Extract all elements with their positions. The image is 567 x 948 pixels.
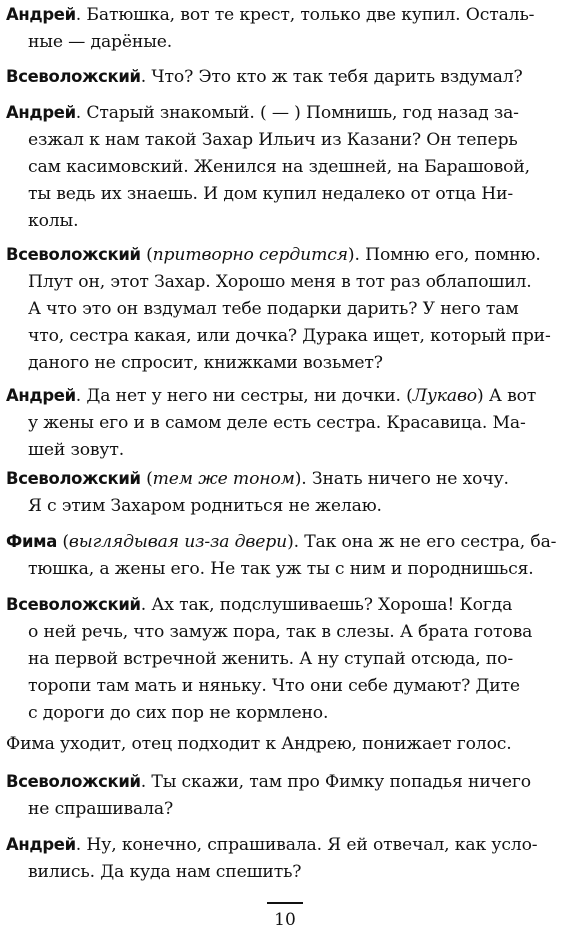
- speaker-name: Всеволожский: [6, 245, 141, 264]
- speaker-name: Всеволожский: [6, 67, 141, 86]
- speaker-name: Андрей: [6, 5, 76, 24]
- speech-text: ). Так она ж не его сестра, ба-: [287, 532, 557, 552]
- line: А что это он вздумал тебе подарки дарить? У него там: [28, 299, 519, 319]
- speaker-name: Всеволожский: [6, 595, 141, 614]
- speech-text: . Что? Это кто ж так тебя дарить вздумал?: [140, 67, 523, 87]
- line: не спрашивала?: [28, 799, 174, 819]
- line: ты ведь их знаешь. И дом купил недалеко от отца Ни-: [28, 184, 514, 204]
- folio-rule: [267, 902, 303, 904]
- speaker-name: Всеволожский: [6, 469, 141, 488]
- speech-text: . Да нет у него ни сестры, ни дочки. (: [75, 386, 413, 406]
- speech-text: ). Знать ничего не хочу.: [294, 469, 509, 489]
- speech-text: . Батюшка, вот те крест, только две купил. Осталь-: [75, 5, 535, 25]
- dialogue-vsevolozhsky-3: [6, 465, 561, 520]
- line: Всеволожский (притворно сердится). Помню его, помню.: [6, 245, 541, 265]
- speech-text: . Ах так, подслушиваешь? Хороша! Когда: [140, 595, 513, 615]
- line: торопи там мать и няньку. Что они себе думают? Дите: [28, 676, 520, 696]
- speaker-name: Андрей: [6, 835, 76, 854]
- line: у жены его и в самом деле есть сестра. Красавица. Ма-: [28, 413, 526, 433]
- dialogue-andrey-3: [6, 382, 561, 464]
- speaker-name: Андрей: [6, 386, 76, 405]
- line: шей зовут.: [28, 440, 125, 460]
- dialogue-fima-1: [6, 528, 561, 583]
- speech-text: ). Помню его, помню.: [347, 245, 541, 265]
- line: [6, 382, 561, 410]
- line: Я с этим Захаром родниться не желаю.: [28, 496, 382, 516]
- book-page: [6, 0, 561, 948]
- line: [6, 63, 561, 91]
- line: [6, 591, 561, 619]
- line: [6, 768, 561, 796]
- dialogue-andrey-1: [6, 1, 561, 56]
- dialogue-vsevolozhsky-2: [6, 241, 561, 377]
- speech-text: . Ты скажи, там про Фимку попадья ничего: [140, 772, 531, 792]
- line: [6, 1, 561, 29]
- line: на первой встречной женить. А ну ступай отсюда, по-: [28, 649, 514, 669]
- stage-direction: Лукаво: [412, 386, 478, 406]
- stage-direction: тем же тоном: [152, 469, 295, 489]
- speaker-name: Всеволожский: [6, 772, 141, 791]
- stage-direction: выглядывая из-за двери: [68, 532, 288, 552]
- line: с дороги до сих пор не кормлено.: [28, 703, 329, 723]
- line: Плут он, этот Захар. Хорошо меня в тот раз облапошил.: [28, 272, 532, 292]
- line: Всеволожский (тем же тоном). Знать ничего не хочу.: [6, 469, 509, 489]
- line: тюшка, а жены его. Не так уж ты с ним и породнишься.: [28, 559, 534, 579]
- speaker-name: Фима: [6, 532, 57, 551]
- dialogue-andrey-4: [6, 831, 561, 886]
- line: что, сестра какая, или дочка? Дурака ищет, который при-: [28, 326, 551, 346]
- line: о ней речь, что замуж пора, так в слезы. А брата готова: [28, 622, 533, 642]
- line: Фима уходит, отец подходит к Андрею, понижает голос.: [6, 734, 512, 754]
- speech-text: ) А вот: [477, 386, 537, 406]
- dialogue-vsevolozhsky-1: [6, 63, 561, 91]
- line: Фима (выглядывая из-за двери). Так она ж не его сестра, ба-: [6, 532, 557, 552]
- line: [6, 831, 561, 859]
- dialogue-vsevolozhsky-5: [6, 768, 561, 823]
- stage-remark: [6, 731, 561, 758]
- speech-text: . Ну, конечно, спрашивала. Я ей отвечал, как усло-: [75, 835, 538, 855]
- line: вились. Да куда нам спешить?: [28, 862, 302, 882]
- line: сам касимовский. Женился на здешней, на Барашовой,: [28, 157, 530, 177]
- line: даного не спросит, книжками возьмет?: [28, 353, 383, 373]
- line: колы.: [28, 211, 79, 231]
- line: езжал к нам такой Захар Ильич из Казани? Он теперь: [28, 130, 518, 150]
- page-number: 10: [274, 910, 296, 930]
- dialogue-andrey-2: [6, 99, 561, 235]
- line: ные — дарёные.: [28, 32, 173, 52]
- stage-direction: притворно сердится: [152, 245, 348, 265]
- line: [6, 99, 561, 127]
- dialogue-vsevolozhsky-4: [6, 591, 561, 727]
- speech-text: . Старый знакомый. ( — ) Помнишь, год назад за-: [75, 103, 519, 123]
- speaker-name: Андрей: [6, 103, 76, 122]
